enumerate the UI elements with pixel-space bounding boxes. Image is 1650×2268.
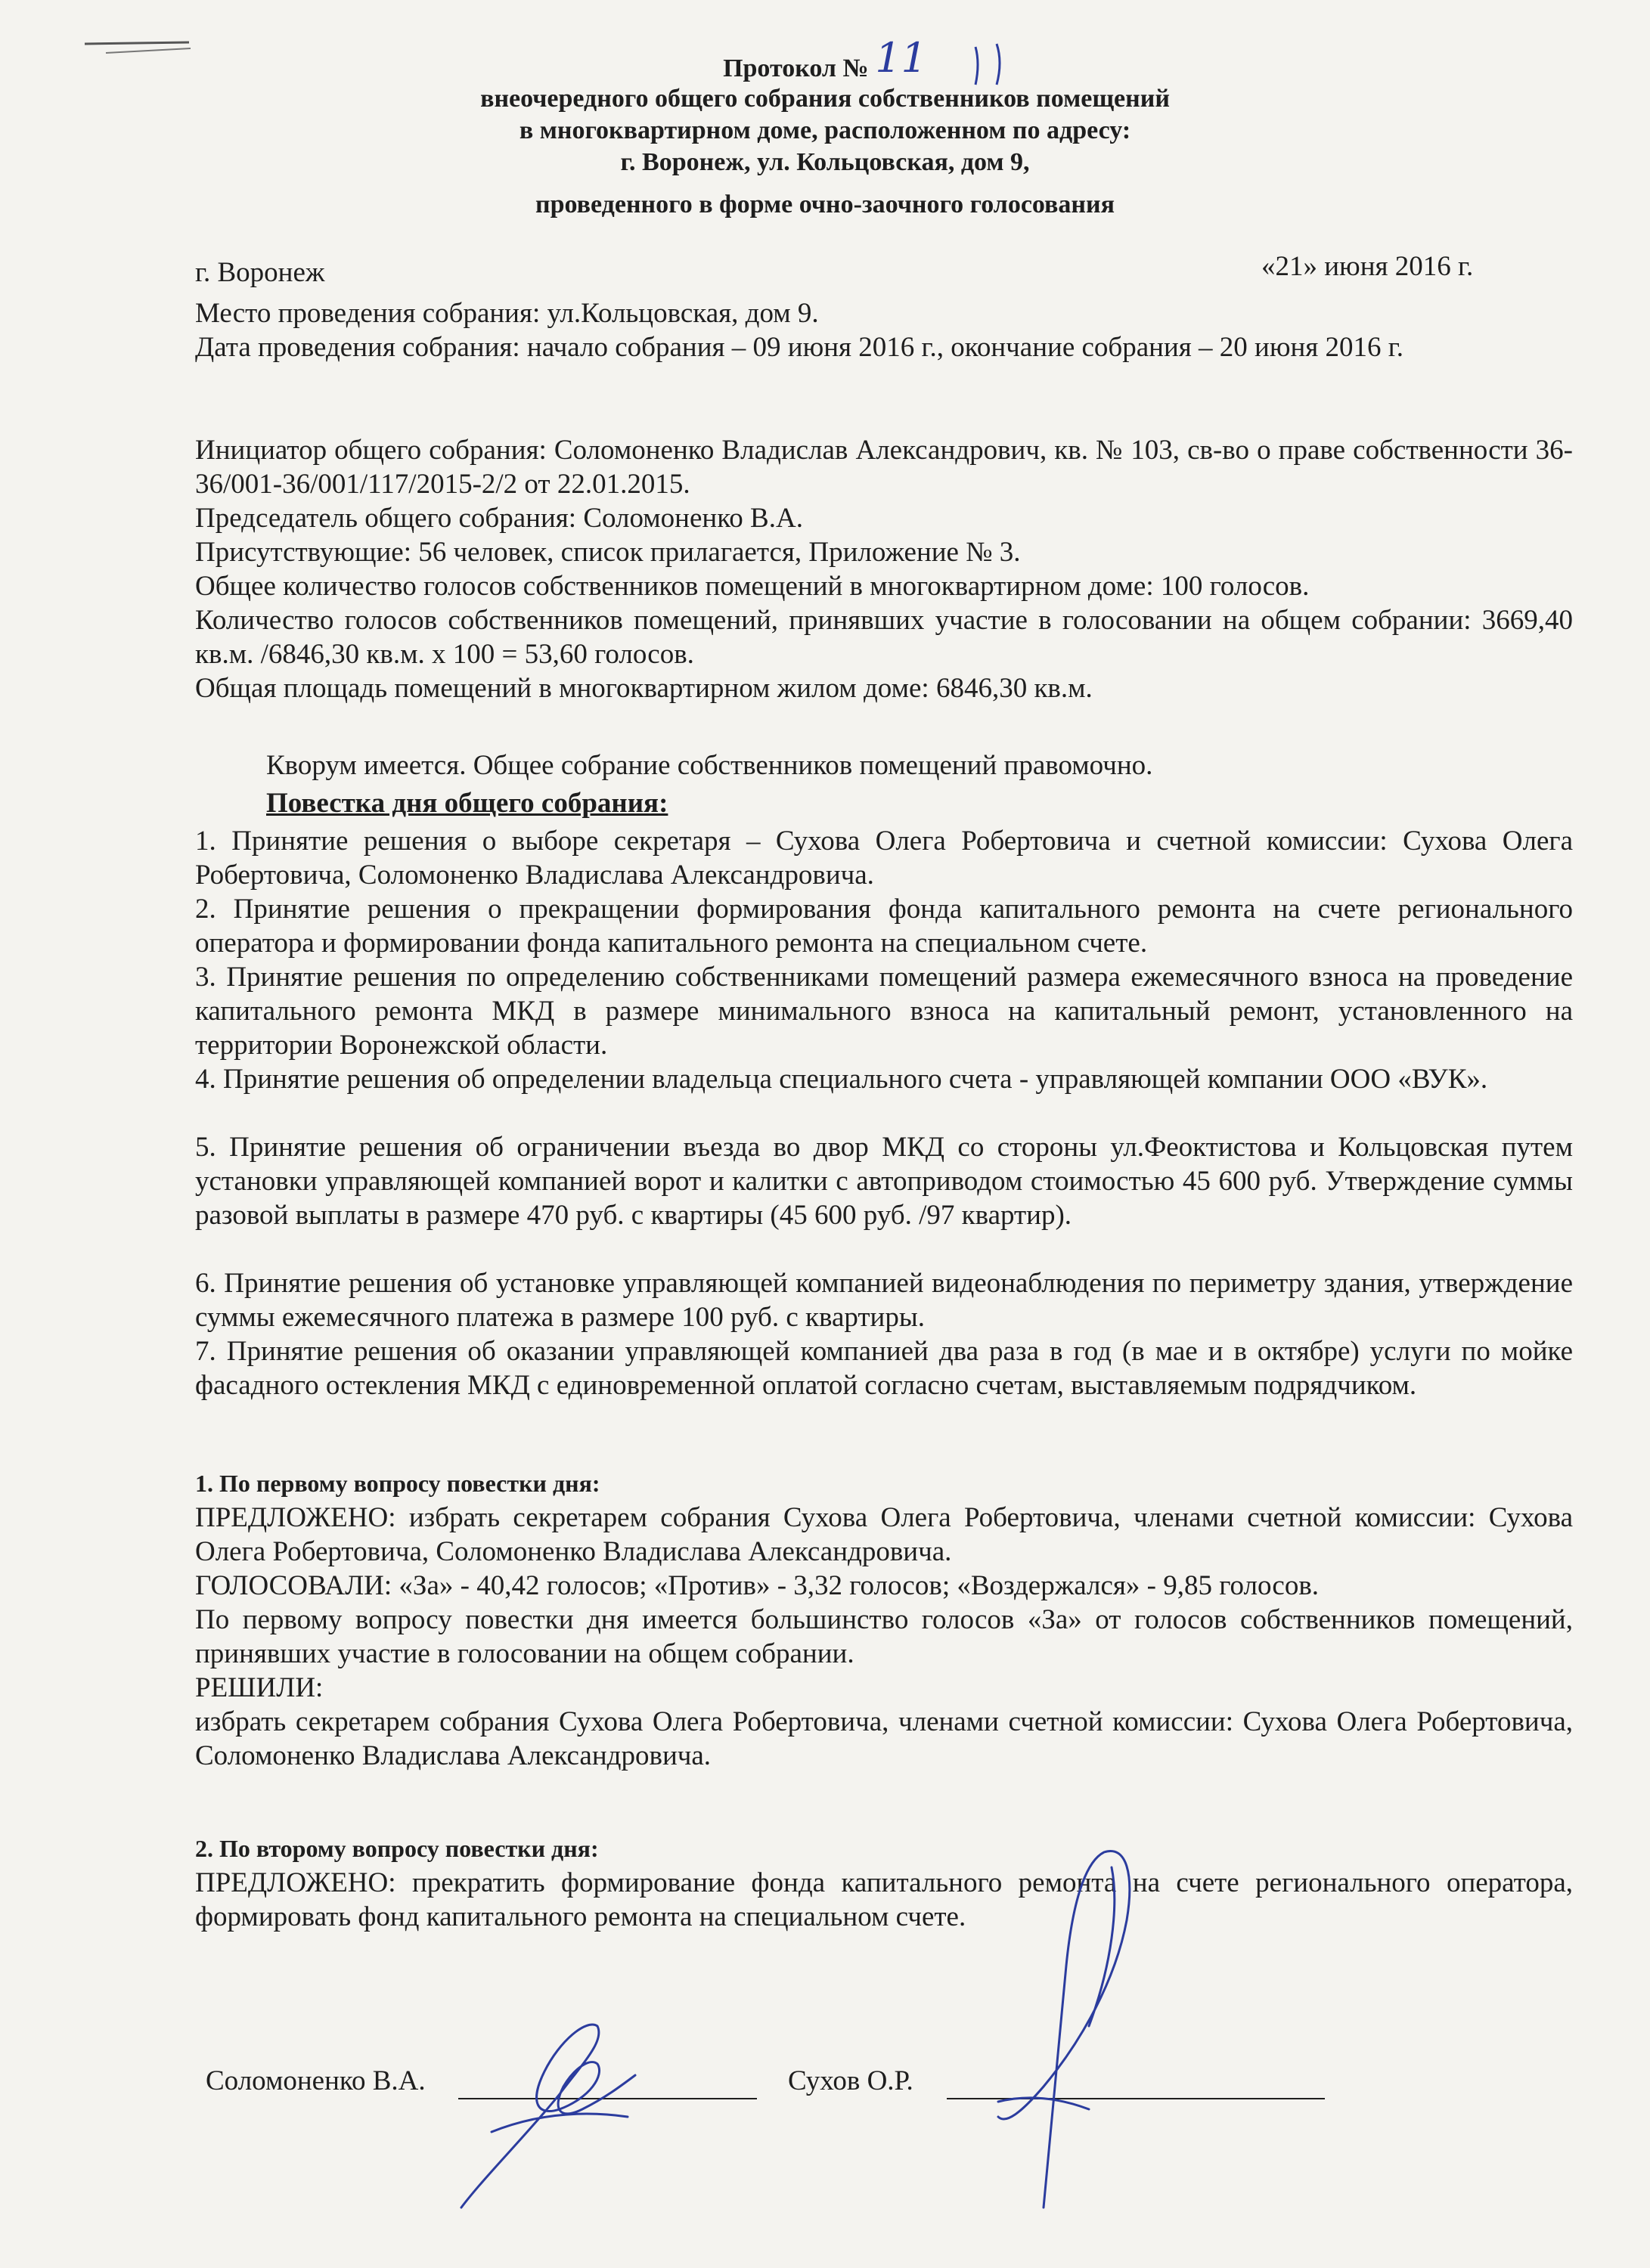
participating-votes: Количество голосов собственников помещений, принявших участие в голосовании на общем собрании: 3669,40 кв.м. /6846,30 кв.м. х 100 = 53,60 голосов. — [195, 605, 1573, 670]
question-2-heading: 2. По второму вопросу повестки дня: — [195, 1835, 599, 1862]
question-1-decided-label: РЕШИЛИ: — [195, 1672, 324, 1703]
title-line-3: в многоквартирном доме, расположенном по адресу: — [519, 116, 1131, 144]
signature-right-line — [947, 2098, 1325, 2099]
meeting-place: Место проведения собрания: ул.Кольцовская, дом 9. — [195, 298, 819, 329]
title-line-4: г. Воронеж, ул. Кольцовская, дом 9, — [620, 148, 1030, 176]
initiator: Инициатор общего собрания: Соломоненко Владислав Александрович, кв. № 103, св-во о праве собственности 36-36/001-36/001/117/2015-2/2 от 22.01.2015. — [195, 435, 1573, 500]
agenda-item-5: 5. Принятие решения об ограничении въезда во двор МКД со стороны ул.Феоктистова и Кольцовская путем установки управляющей компанией ворот и калитки с автоприводом стоимостью 45 600 руб. Утверждение суммы разовой выплаты в размере 470 руб. с квартиры (45 600 руб. /97 квартир). — [195, 1132, 1573, 1231]
agenda-item-3: 3. Принятие решения по определению собственниками помещений размера ежемесячного взноса на проведение капитального ремонта МКД в размере минимального взноса на капитальный ремонт, установленного на территории Воронежской области. — [195, 962, 1573, 1061]
total-votes: Общее количество голосов собственников помещений в многоквартирном доме: 100 голосов. — [195, 571, 1310, 602]
agenda-item-4: 4. Принятие решения об определении владельца специального счета - управляющей компании ООО «ВУК». — [195, 1064, 1488, 1095]
protocol-number: 11 — [875, 34, 927, 82]
protocol-title: Протокол № 11 — [723, 34, 927, 82]
total-area: Общая площадь помещений в многоквартирном жилом доме: 6846,30 кв.м. — [195, 673, 1093, 704]
agenda-heading: Повестка дня общего собрания: — [266, 788, 668, 819]
chairman: Председатель общего собрания: Соломоненко В.А. — [195, 503, 803, 534]
protocol-date: «21» июня 2016 г. — [1261, 251, 1474, 282]
signature-right-name: Сухов О.Р. — [788, 2065, 913, 2096]
agenda-item-7: 7. Принятие решения об оказании управляющей компанией два раза в год (в мае и в октябре) услуги по мойке фасадного остекления МКД с единовременной оплатой согласно счетам, выставляемым подрядчиком. — [195, 1336, 1573, 1401]
signature-left-ink — [461, 2025, 635, 2208]
city: г. Воронеж — [195, 257, 325, 288]
meeting-dates: Дата проведения собрания: начало собрания – 09 июня 2016 г., окончание собрания – 20 июня 2016 г. — [195, 332, 1404, 363]
agenda-item-6: 6. Принятие решения об установке управляющей компанией видеонаблюдения по периметру здания, утверждение суммы ежемесячного платежа в размере 100 руб. с квартиры. — [195, 1268, 1573, 1333]
quorum-statement: Кворум имеется. Общее собрание собственников помещений правомочно. — [266, 750, 1153, 781]
question-1-majority: По первому вопросу повестки дня имеется большинство голосов «За» от голосов собственников помещений, принявших участие в голосовании на общем собрании. — [195, 1604, 1573, 1669]
question-1-voted: ГОЛОСОВАЛИ: «За» - 40,42 голосов; «Против» - 3,32 голосов; «Воздержался» - 9,85 голосов. — [195, 1570, 1320, 1601]
signature-left-line — [458, 2098, 757, 2099]
title-line-5: проведенного в форме очно-заочного голосования — [535, 191, 1115, 218]
question-1-proposed: ПРЕДЛОЖЕНО: избрать секретарем собрания Сухова Олега Робертовича, членами счетной комиссии: Сухова Олега Робертовича, Соломоненко Владислава Александровича. — [195, 1502, 1573, 1567]
agenda-item-1: 1. Принятие решения о выборе секретаря – Сухова Олега Робертовича и счетной комиссии: Сухова Олега Робертовича, Соломоненко Владислава Александровича. — [195, 826, 1573, 891]
signature-left-name: Соломоненко В.А. — [206, 2065, 426, 2096]
title-line-2: внеочередного общего собрания собственников помещений — [480, 85, 1170, 113]
agenda-item-2: 2. Принятие решения о прекращении формирования фонда капитального ремонта на счете регионального оператора и формировании фонда капитального ремонта на специальном счете. — [195, 894, 1573, 959]
present: Присутствующие: 56 человек, список прилагается, Приложение № 3. — [195, 537, 1021, 568]
question-1-decided: избрать секретарем собрания Сухова Олега Робертовича, членами счетной комиссии: Сухова Олега Робертовича, Соломоненко Владислава Александровича. — [195, 1706, 1573, 1771]
question-1-heading: 1. По первому вопросу повестки дня: — [195, 1470, 600, 1497]
question-2-proposed: ПРЕДЛОЖЕНО: прекратить формирование фонда капитального ремонта на счете регионального оператора, формировать фонд капитального ремонта на специальном счете. — [195, 1867, 1573, 1932]
